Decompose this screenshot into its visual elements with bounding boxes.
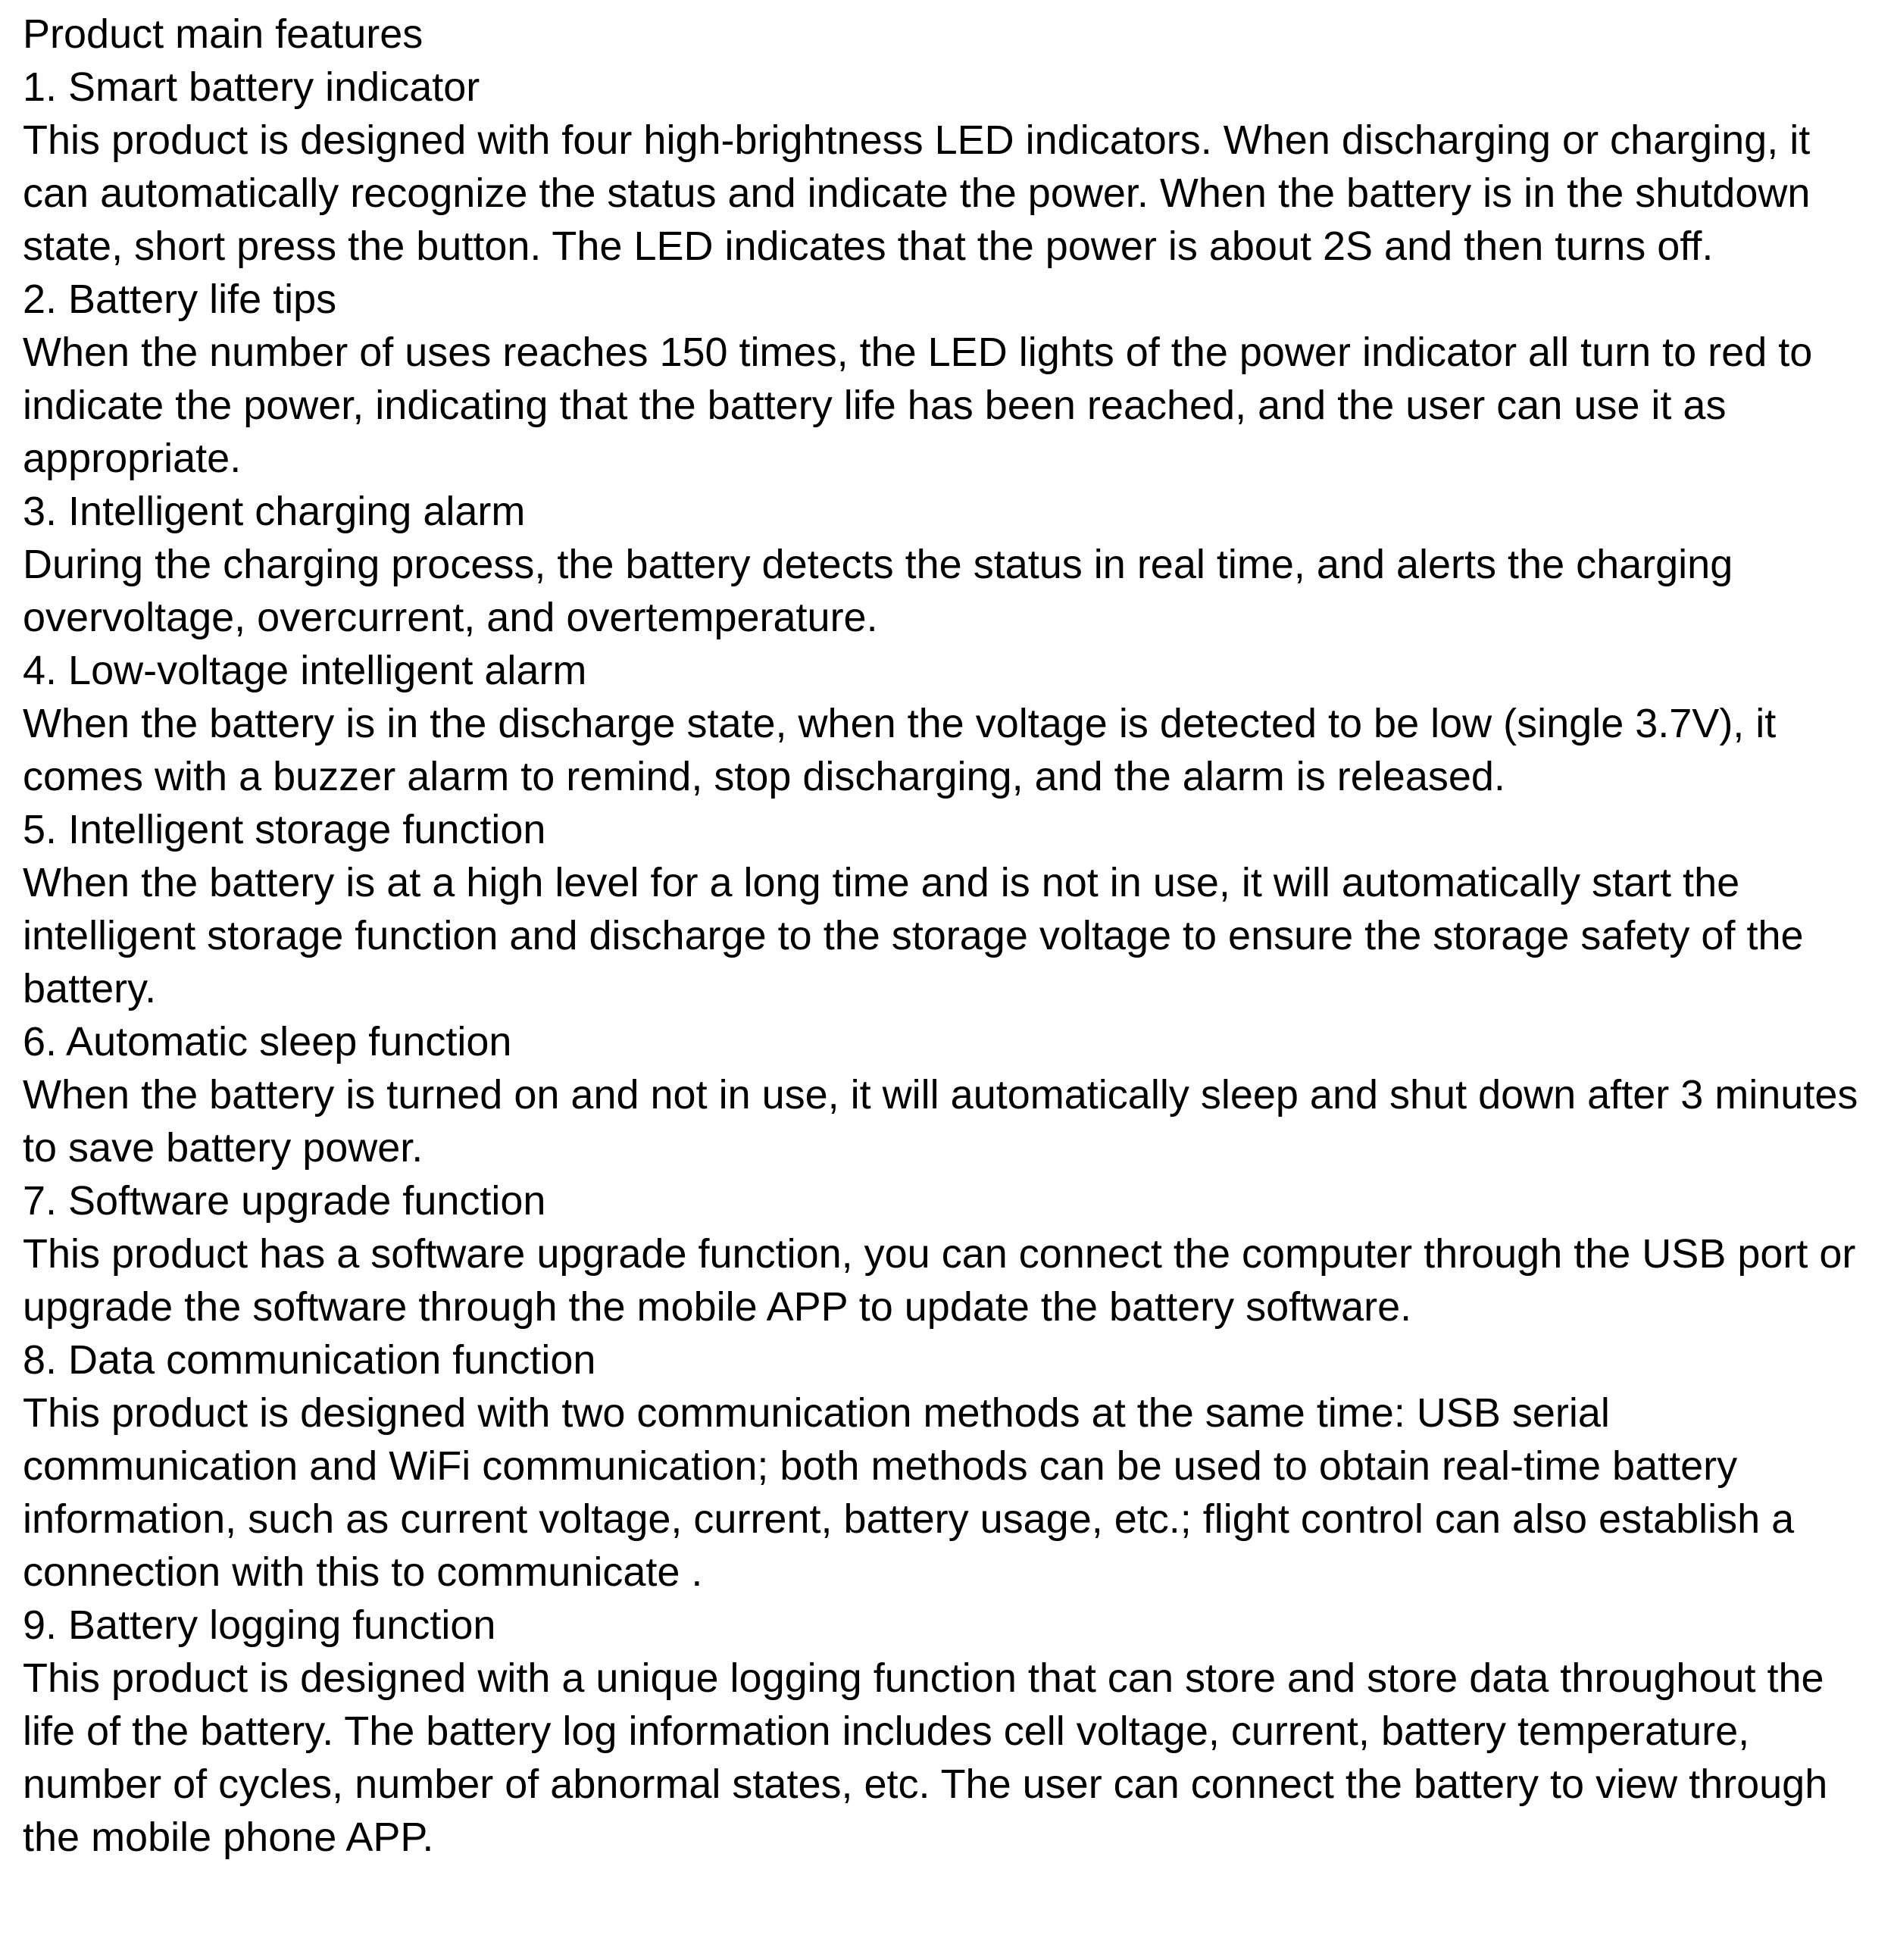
feature-heading-4: 4. Low-voltage intelligent alarm [23, 648, 587, 693]
feature-body-2: When the number of uses reaches 150 times, the LED lights of the power indicator all turn to red to indicate the power, indicating that the battery life has been reached, and the user can use it as appropriate. [23, 330, 1813, 481]
feature-heading-7: 7. Software upgrade function [23, 1178, 546, 1224]
feature-body-7: This product has a software upgrade function, you can connect the computer through the USB port or upgrade the software through the mobile APP to update the battery software. [23, 1231, 1856, 1330]
feature-body-8: This product is designed with two communication methods at the same time: USB serial communication and WiFi communication; both methods can be used to obtain real-time battery information, such as current voltage, current, battery usage, etc.; flight control can also establish a connection with this to communicate . [23, 1390, 1795, 1595]
feature-body-4: When the battery is in the discharge state, when the voltage is detected to be low (single 3.7V), it comes with a buzzer alarm to remind, stop discharging, and the alarm is released. [23, 701, 1777, 799]
feature-body-1: This product is designed with four high-brightness LED indicators. When discharging or charging, it can automatically recognize the status and indicate the power. When the battery is in the shutdown state, short press the button. The LED indicates that the power is about 2S and then turns off. [23, 117, 1811, 269]
feature-heading-1: 1. Smart battery indicator [23, 64, 480, 110]
page-title: Product main features [23, 11, 423, 57]
feature-heading-2: 2. Battery life tips [23, 277, 337, 322]
feature-heading-6: 6. Automatic sleep function [23, 1019, 512, 1064]
feature-body-9: This product is designed with a unique logging function that can store and store data throughout the life of the battery. The battery log information includes cell voltage, current, battery temperature, number of cycles, number of abnormal states, etc. The user can connect the battery to view through the mobile phone APP. [23, 1655, 1828, 1860]
feature-body-5: When the battery is at a high level for a long time and is not in use, it will automatically start the intelligent storage function and discharge to the storage voltage to ensure the storage safety of the battery. [23, 860, 1804, 1011]
document [23, 8, 1886, 1864]
feature-heading-8: 8. Data communication function [23, 1337, 596, 1383]
feature-body-6: When the battery is turned on and not in use, it will automatically sleep and shut down after 3 minutes to save battery power. [23, 1072, 1858, 1171]
feature-heading-9: 9. Battery logging function [23, 1602, 496, 1648]
feature-heading-5: 5. Intelligent storage function [23, 807, 546, 852]
feature-heading-3: 3. Intelligent charging alarm [23, 489, 526, 534]
feature-body-3: During the charging process, the battery detects the status in real time, and alerts the charging overvoltage, overcurrent, and overtemperature. [23, 542, 1733, 640]
